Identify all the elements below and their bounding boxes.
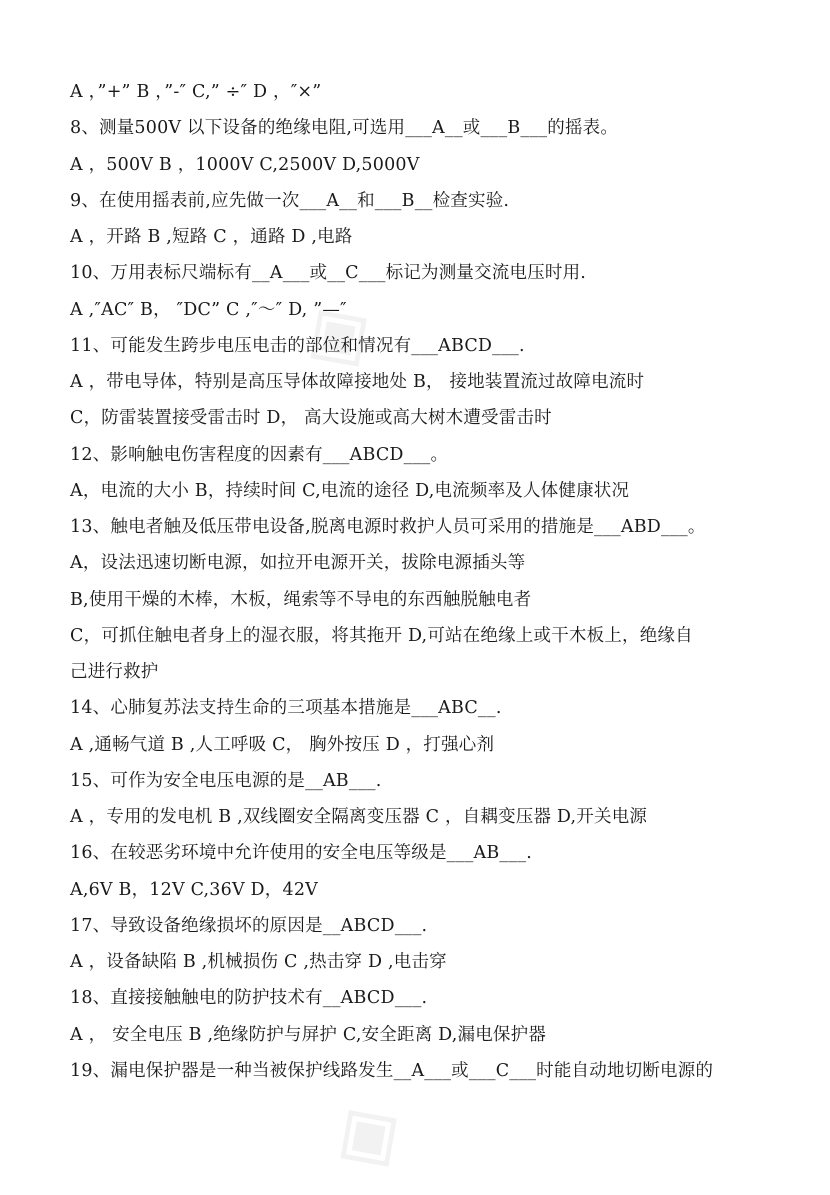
text-line: A ,通畅气道 B ,人工呼吸 C， 胸外按压 D ，打强心剂 — [70, 734, 495, 755]
question-line: 19、漏电保护器是一种当被保护线路发生__A___或___C___时能自动地切断电源的 — [70, 1060, 714, 1081]
text-line: A ， 安全电压 B ,绝缘防护与屏护 C,安全距离 D,漏电保护器 — [70, 1024, 547, 1045]
text-line: A，电流的大小 B，持续时间 C,电流的途径 D,电流频率及人体健康状况 — [70, 480, 630, 501]
text-line: A ，”+” B ，”-″ C,” ÷″ D ，″×” — [70, 82, 322, 102]
text-line: A ，带电导体，特别是高压导体故障接地处 B， 接地装置流过故障电流时 — [70, 372, 645, 392]
watermark: ◈ — [276, 269, 394, 396]
question-line: 16、在较恶劣环境中允许使用的安全电压等级是___AB___. — [70, 843, 533, 864]
question-line: 11、可能发生跨步电压电击的部位和情况有___ABCD___. — [70, 335, 525, 356]
document-body — [70, 74, 790, 1089]
question-line: 18、直接接触触电的防护技术有__ABCD___. — [70, 988, 428, 1009]
text-line: A ,″AC″ B， ″DC” C ,″～″ D, ”—″ — [70, 299, 347, 320]
question-line: 17、导致设备绝缘损坏的原因是__ABCD___. — [70, 915, 428, 936]
text-line: A,6V B，12V C,36V D，42V — [70, 879, 318, 900]
text-line: 己进行救护 — [70, 662, 159, 682]
question-line: 10、万用表标尺端标有__A___或__C___标记为测量交流电压时用. — [70, 263, 587, 284]
question-line: 13、触电者触及低压带电设备,脱离电源时救护人员可采用的措施是___ABD___。 — [70, 517, 706, 537]
text-line: C，可抓住触电者身上的湿衣服，将其拖开 D,可站在绝缘上或干木板上，绝缘自 — [70, 625, 693, 646]
text-line: A ，500V B ，1000V C,2500V D,5000V — [70, 154, 420, 175]
text-line: A ，专用的发电机 B ,双线圈安全隔离变压器 C ，自耦变压器 D,开关电源 — [70, 807, 648, 827]
text-line: B,使用干燥的木棒，木板，绳索等不导电的东西触脱触电者 — [70, 589, 532, 610]
question-line: 15、可作为安全电压电源的是__AB___. — [70, 770, 382, 791]
text-line: C，防雷装置接受雷击时 D， 高大设施或高大树木遭受雷击时 — [70, 408, 552, 429]
question-line: 9、在使用摇表前,应先做一次___A__和___B__检查实验. — [70, 190, 510, 211]
text-line: A ，设备缺陷 B ,机械损伤 C ,热击穿 D ,电击穿 — [70, 952, 447, 972]
text-line: A ，开路 B ,短路 C ，通路 D ,电路 — [70, 227, 353, 247]
question-line: 12、影响触电伤害程度的因素有___ABCD___。 — [70, 444, 449, 465]
text-line: A，设法迅速切断电源，如拉开电源开关，拔除电源插头等 — [70, 553, 526, 574]
question-line: 8、测量500V 以下设备的绝缘电阻,可选用___A__或___B___的摇表。 — [70, 118, 619, 139]
question-line: 14、心肺复苏法支持生命的三项基本措施是___ABC__. — [70, 698, 502, 719]
watermark: ◈ — [306, 1069, 424, 1195]
